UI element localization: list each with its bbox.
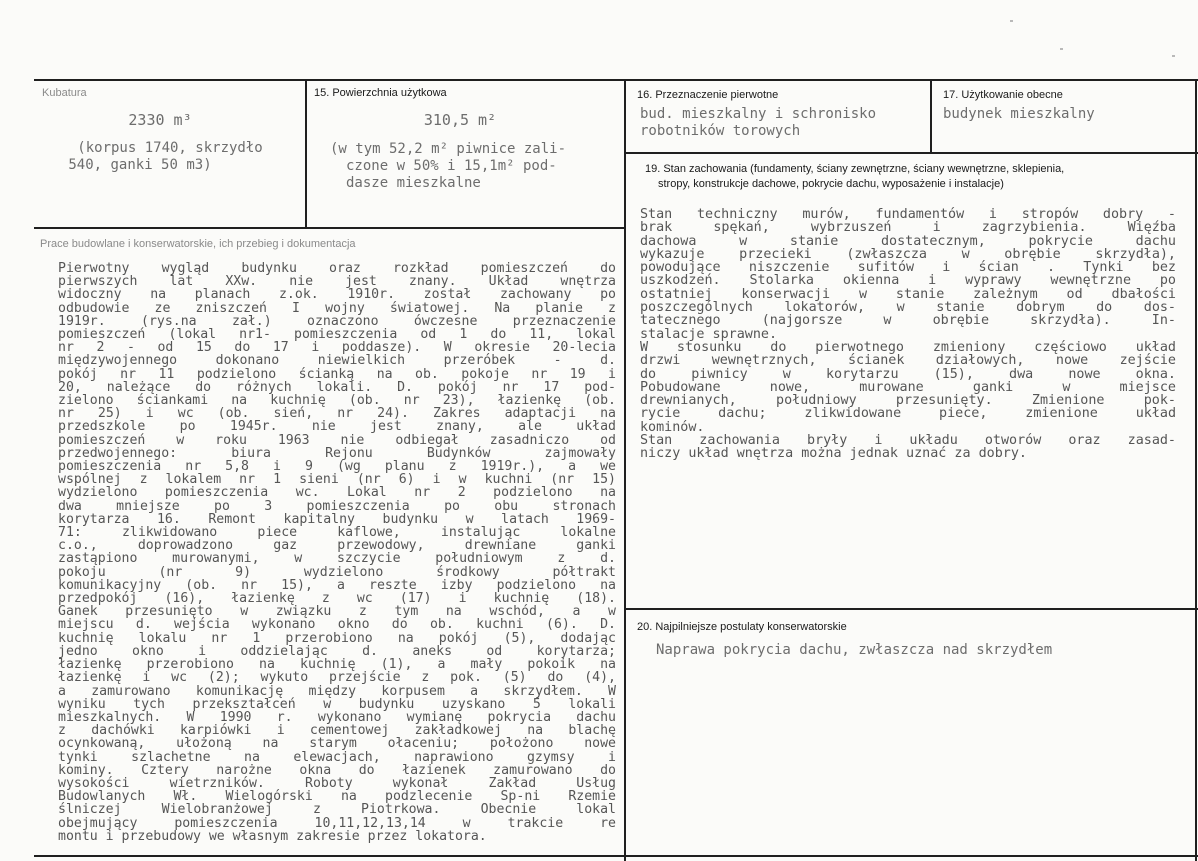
prace-line: kominy. Cztery narożne okna do łazienek zamurowano do bbox=[58, 762, 616, 778]
stan-header-2: stropy, konstrukcje dachowe, pokrycie dachu, wyposażenie i instalacje) bbox=[658, 178, 1004, 190]
stan-line: ostatniej konserwacji w stanie zależnym od dbałości bbox=[640, 286, 1176, 302]
stan-line: Stan techniczny murów, fundamentów i stropów dobry - bbox=[640, 207, 1176, 222]
prace-line: wspólnej z lokalem nr 1 sieni (nr 6) i w kuchni (nr 15) bbox=[58, 472, 616, 488]
powierzchnia-detail-2: czone w 50% i 15,1m² pod- bbox=[346, 158, 557, 174]
kubatura-detail-1: (korpus 1740, skrzydło bbox=[77, 140, 263, 156]
prace-line: montu i przebudowy we własnym zakresie przez lokatora. bbox=[58, 828, 487, 844]
prace-line: nr 25) i wc (ob. sień, nr 24). Zakres adaptacji na bbox=[58, 406, 616, 422]
rule-right-top bbox=[625, 152, 1198, 154]
prace-line: zielono ściankami na kuchnię (ob. nr 23), łazienkę (ob. bbox=[58, 393, 616, 409]
prace-line: kuchnię lokalu nr 1 przerobiono na pokój (5), dodając bbox=[58, 630, 616, 646]
prace-line: przedpokój (16), łazienkę z wc (17) i kuchnię (18). bbox=[58, 591, 616, 607]
top-rule bbox=[34, 79, 1198, 81]
prace-line: pomieszczeń (lokal nr1- pomieszczenia od 1 do 11, lokal bbox=[58, 327, 616, 343]
scan-speck bbox=[1172, 55, 1175, 57]
prace-line: jedno okno i oddzielając d. aneks od korytarza; bbox=[58, 643, 616, 659]
stan-line: Stan zachowania bryły i układu otworów oraz zasad- bbox=[640, 433, 1176, 449]
prace-body bbox=[58, 262, 616, 843]
prace-line: pokoju (nr 9) wydzielono środkowy półtrakt bbox=[58, 564, 616, 580]
stan-header-1: 19. Stan zachowania (fundamenty, ściany zewnętrzne, ściany wewnętrzne, sklepienia, bbox=[645, 163, 1065, 175]
scan-speck bbox=[1010, 20, 1013, 22]
prace-line: zastąpiono murowanymi, w szczycie południowym z d. bbox=[58, 551, 616, 567]
prace-line: Budowlanych Wł. Wielogórski na podzlecenie Sp-ni Rzemie bbox=[58, 789, 616, 805]
stan-line: uszkodzeń. Stolarka okienna i wyprawy wewnętrzne po bbox=[640, 273, 1176, 289]
prace-line: pomieszczeń w roku 1963 nie odbiegał zasadniczo od bbox=[58, 432, 616, 448]
stan-line: brak spękań, wybrzuszeń i zagrzybienia. Więźba bbox=[640, 220, 1176, 236]
prace-line: międzywojennego dokonano niewielkich przeróbek - d. bbox=[58, 353, 616, 369]
prace-line: z dachówki karpiówki i cementowej zakładkowej na blachę bbox=[58, 723, 616, 739]
prace-line: ocynkowaną, ułożoną na starym ołaceniu; położono nowe bbox=[58, 736, 616, 752]
prace-line: pokój nr 11 podzielono ścianką na ob. pokoje nr 19 i bbox=[58, 366, 616, 382]
prace-line: 20, należące do różnych lokali. D. pokój nr 17 pod- bbox=[58, 379, 616, 395]
prace-line: nr 2 - od 15 do 17 i poddasze). W okresie 20-lecia bbox=[58, 340, 616, 356]
stan-line: poszczególnych lokatorów, w stanie dobrym do dos- bbox=[640, 300, 1176, 316]
prace-line: dwa mniejsze po 3 pomieszczenia po obu stronach bbox=[58, 498, 616, 514]
przeznaczenie-header: 16. Przeznaczenie pierwotne bbox=[637, 89, 779, 101]
prace-line: a zamurowano komunikację między korpusem a skrzydłem. W bbox=[58, 683, 616, 699]
stan-line: rycie dachu; zlikwidowane piece, zmienione układ bbox=[640, 406, 1176, 422]
prace-line: 71: zlikwidowano piece kaflowe, instalując lokalne bbox=[58, 525, 616, 541]
prace-line: wysokości wietrzników. Roboty wykonał Zakład Usług bbox=[58, 775, 616, 791]
stan-body bbox=[640, 208, 1176, 461]
stan-line: niczy układ wnętrza można jednak uznać za dobry. bbox=[640, 446, 1027, 462]
stan-line: tatecznego (najgorsze w obrębie skrzydła). In- bbox=[640, 313, 1176, 329]
prace-line: ślniczej Wielobranżowej z Piotrkowa. Obecnie lokal bbox=[58, 802, 616, 818]
prace-line: przedwojennego: biura Rejonu Budynków zajmowały bbox=[58, 445, 616, 461]
prace-line: miejscu d. wejścia wykonano okno do ob. kuchni (6). D. bbox=[58, 617, 616, 633]
prace-line: komunikacyjny (ob. nr 15), a reszte izby podzielono na bbox=[58, 577, 616, 593]
prace-line: tynki szlachetne na elewacjach, naprawiono gzymsy i bbox=[58, 749, 616, 765]
przeznaczenie-value-2: robotników torowych bbox=[640, 123, 801, 139]
scan-speck bbox=[1060, 48, 1063, 50]
bottom-rule bbox=[34, 855, 1198, 857]
kubatura-header: Kubatura bbox=[42, 87, 87, 99]
divider-v3 bbox=[930, 80, 932, 153]
stan-line: dachowa w stanie dostatecznym, pokrycie dachu bbox=[640, 233, 1176, 249]
powierzchnia-detail-3: dasze mieszkalne bbox=[346, 175, 481, 191]
prace-line: łazienkę przerobiono na kuchnię (1), a mały pokoik na bbox=[58, 657, 616, 673]
stan-line: wykazuje przecieki (zwłaszcza w obrębie skrzydła), bbox=[640, 246, 1176, 262]
prace-line: obejmujący pomieszczenia 10,11,12,13,14 w trakcie re bbox=[58, 815, 616, 831]
right-frame bbox=[1195, 80, 1197, 861]
postulaty-header: 20. Najpilniejsze postulaty konserwatorskie bbox=[637, 621, 847, 633]
stan-line: drzwi wewnętrznych, ścianek działowych, nowe zejście bbox=[640, 353, 1176, 369]
stan-line: stalacje sprawne. bbox=[640, 326, 778, 342]
prace-line: mieszkalnych. W 1990 r. wykonano wymianę pokrycia dachu bbox=[58, 709, 616, 725]
prace-line: łazienkę i wc (2); wykuto przejście z pok. (5) do (4), bbox=[58, 670, 616, 686]
prace-line: odbudowie ze zniszczeń I wojny światowej. Na planie z bbox=[58, 300, 616, 316]
uzytkowanie-header: 17. Użytkowanie obecne bbox=[943, 89, 1063, 101]
divider-v2 bbox=[624, 80, 626, 861]
kubatura-value: 2330 m³ bbox=[128, 111, 192, 129]
prace-line: Pierwotny wygląd budynku oraz rozkład pomieszczeń do bbox=[58, 261, 616, 276]
stan-line: powodujące niszczenie sufitów i ścian . Tynki bez bbox=[640, 260, 1176, 276]
kubatura-detail-2: 540, ganki 50 m3) bbox=[68, 157, 212, 173]
stan-line: do piwnicy w korytarzu (15), dwa nowe okna. bbox=[640, 366, 1176, 382]
prace-line: c.o., doprowadzono gaz przewodowy, drewniane ganki bbox=[58, 538, 616, 554]
prace-line: pomieszczenia nr 5,8 i 9 (wg planu z 1919r.), a we bbox=[58, 459, 616, 475]
rule-right-mid bbox=[625, 608, 1198, 610]
powierzchnia-header: 15. Powierzchnia użytkowa bbox=[314, 87, 447, 99]
prace-line: pierwszych lat XXw. nie jest znany. Układ wnętrza bbox=[58, 274, 616, 290]
stan-line: kominów. bbox=[640, 419, 705, 435]
postulaty-value: Naprawa pokrycia dachu, zwłaszcza nad skrzydłem bbox=[656, 642, 1053, 658]
divider-v1 bbox=[305, 80, 307, 228]
prace-line: 1919r. (rys.na zał.) oznaczono ówczesne przeznaczenie bbox=[58, 313, 616, 329]
stan-line: W stosunku do pierwotnego zmieniony częściowo układ bbox=[640, 339, 1176, 355]
powierzchnia-value: 310,5 m² bbox=[423, 111, 497, 129]
prace-line: widoczny na planach z.ok. 1910r. został zachowany po bbox=[58, 287, 616, 303]
rule-left-mid bbox=[34, 227, 626, 229]
prace-line: wyniku tych przekształceń w budynku uzyskano 5 lokali bbox=[58, 696, 616, 712]
stan-line: drewnianych, południowy przesunięty. Zmienione pok- bbox=[640, 393, 1176, 409]
prace-line: korytarza 16. Remont kapitalny budynku w latach 1969- bbox=[58, 511, 616, 527]
prace-line: Ganek przesunięto w związku z tym na wschód, a w bbox=[58, 604, 616, 620]
prace-header: Prace budowlane i konserwatorskie, ich przebieg i dokumentacja bbox=[40, 238, 356, 250]
przeznaczenie-value-1: bud. mieszkalny i schronisko bbox=[640, 106, 877, 122]
prace-line: przedszkole po 1945r. nie jest znany, ale układ bbox=[58, 419, 616, 435]
uzytkowanie-value: budynek mieszkalny bbox=[943, 106, 1095, 122]
powierzchnia-detail-1: (w tym 52,2 m² piwnice zali- bbox=[330, 141, 567, 157]
stan-line: Pobudowane nowe, murowane ganki w miejsce bbox=[640, 379, 1176, 395]
prace-line: wydzielono pomieszczenia wc. Lokal nr 2 podzielono na bbox=[58, 485, 616, 501]
